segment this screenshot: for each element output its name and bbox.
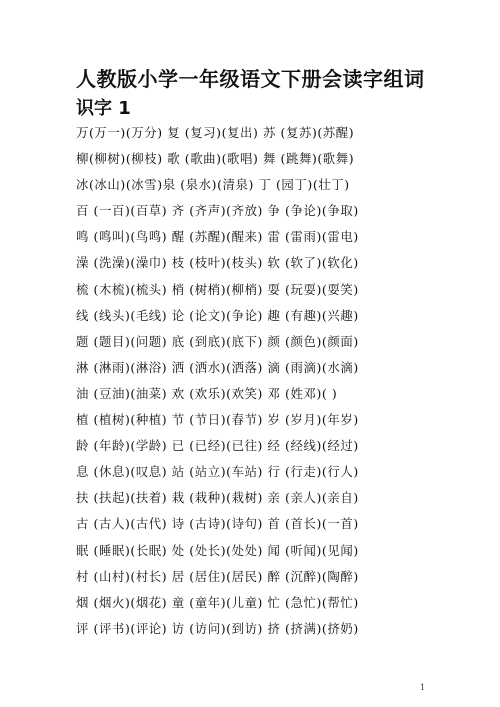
- word-list: [76, 120, 436, 642]
- word-line: 评 (评书)(评论) 访 (访问)(到访) 挤 (挤满)(挤奶): [76, 620, 359, 636]
- word-line: 冰(冰山)(冰雪)泉 (泉水)(清泉) 丁 (园丁)(壮丁): [76, 177, 350, 193]
- word-line: 万(万一)(万分) 复 (复习)(复出) 苏 (复苏)(苏醒): [76, 125, 355, 140]
- word-line: 百 (一百)(百草) 齐 (齐声)(齐放) 争 (争论)(争取): [76, 203, 359, 219]
- word-line: 植 (植树)(种植) 节 (节日)(春节) 岁 (岁月)(年岁): [76, 412, 359, 428]
- word-line: 梳 (木梳)(梳头) 梢 (树梢)(柳梢) 耍 (玩耍)(耍笑): [76, 281, 359, 297]
- word-line: 古 (古人)(古代) 诗 (古诗)(诗句) 首 (首长)(一首): [76, 516, 359, 532]
- word-line: 龄 (年龄)(学龄) 已 (已经)(已往) 经 (经线)(经过): [76, 438, 359, 454]
- word-line: 息 (休息)(叹息) 站 (站立)(车站) 行 (行走)(行人): [76, 464, 359, 480]
- word-line: 眠 (睡眠)(长眠) 处 (处长)(处处) 闻 (听闻)(见闻): [76, 542, 359, 558]
- word-line: 线 (线头)(毛线) 论 (论文)(争论) 趣 (有趣)(兴趣): [76, 307, 359, 323]
- word-line: 村 (山村)(村长) 居 (居住)(居民) 醉 (沉醉)(陶醉): [76, 568, 359, 584]
- section-heading: 识字 1: [76, 98, 131, 119]
- word-line: 烟 (烟火)(烟花) 童 (童年)(儿童) 忙 (急忙)(帮忙): [76, 594, 359, 610]
- word-line: 淋 (淋雨)(淋浴) 洒 (洒水)(洒落) 滴 (雨滴)(水滴): [76, 359, 359, 375]
- word-line: 题 (题目)(问题) 底 (到底)(底下) 颜 (颜色)(颜面): [76, 333, 359, 349]
- page-number: 1: [420, 683, 426, 692]
- word-line: 澡 (洗澡)(澡巾) 枝 (枝叶)(枝头) 软 (软了)(软化): [76, 255, 359, 271]
- document-title: 人教版小学一年级语文下册会读字组词: [76, 67, 425, 91]
- word-line: 油 (豆油)(油菜) 欢 (欢乐)(欢笑) 邓 (姓邓)( ): [76, 385, 338, 401]
- word-line: 柳(柳树)(柳枝) 歌 (歌曲)(歌唱) 舞 (跳舞)(歌舞): [76, 151, 355, 167]
- word-line: 扶 (扶起)(扶着) 栽 (栽种)(栽树) 亲 (亲人)(亲自): [76, 490, 359, 506]
- word-line: 鸣 (鸣叫)(鸟鸣) 醒 (苏醒)(醒来) 雷 (雷雨)(雷电): [76, 229, 359, 245]
